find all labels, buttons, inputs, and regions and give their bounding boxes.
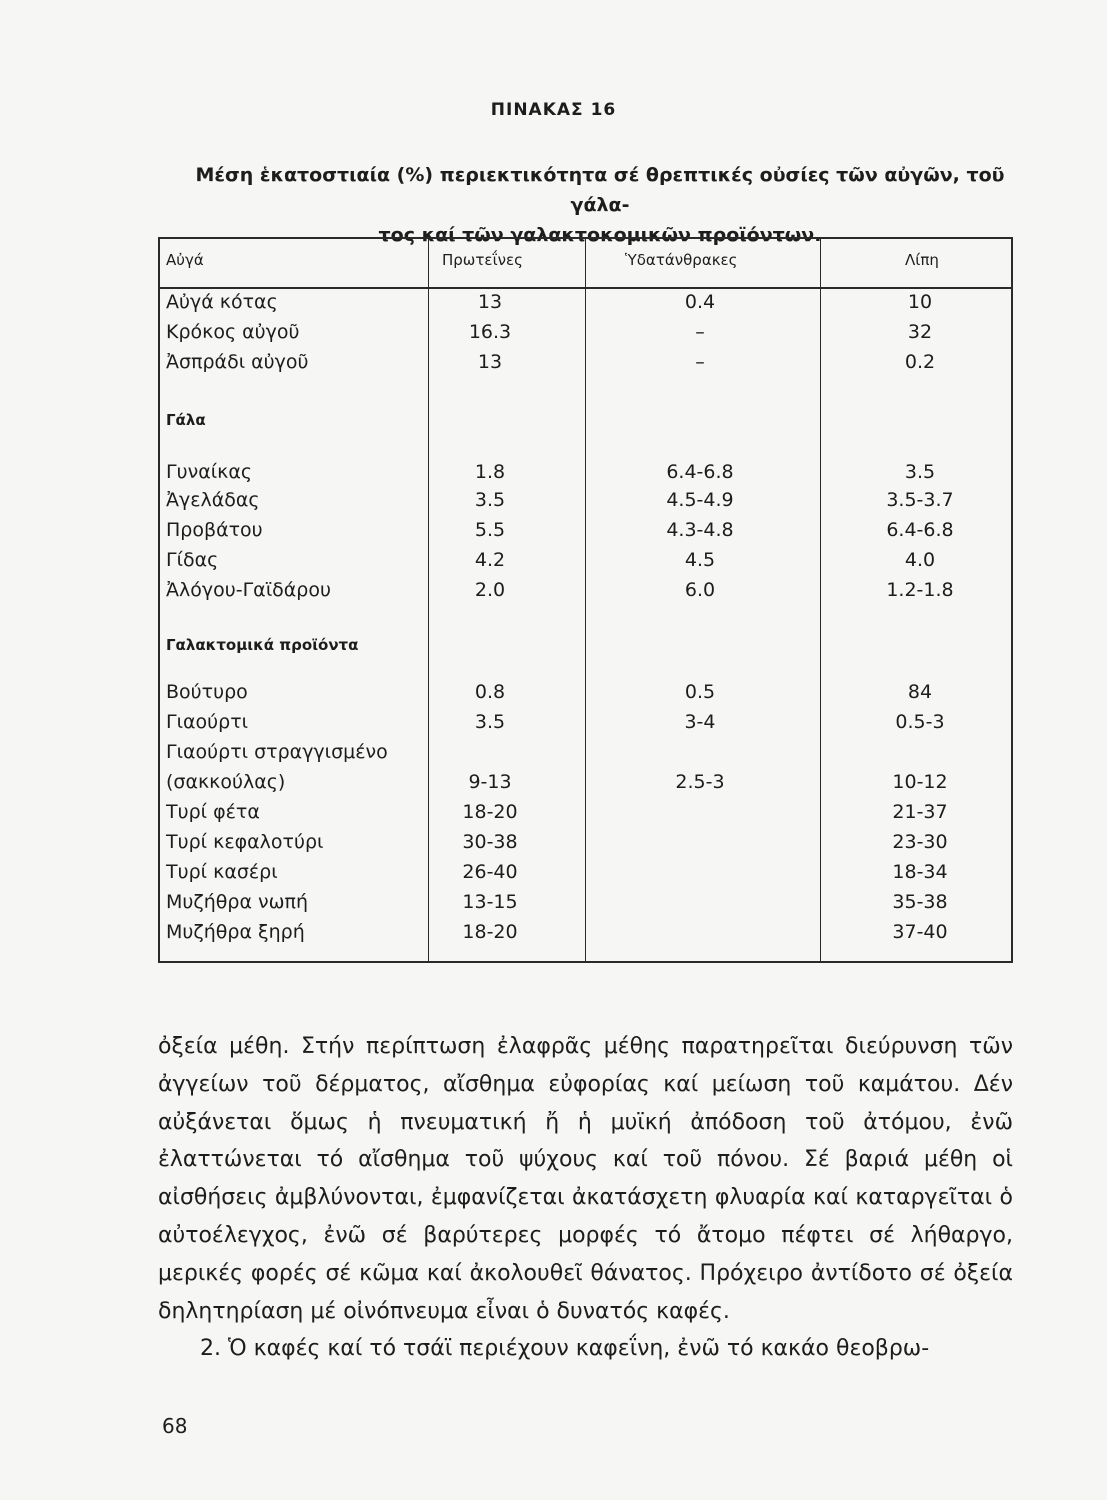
row-name: Τυρί κασέρι (166, 861, 278, 883)
body-text (158, 1028, 1013, 1368)
row-name: Μυζήθρα ξηρή (166, 921, 305, 943)
row-name: Τυρί φέτα (166, 801, 260, 823)
row-carbs: 0.4 (684, 291, 716, 313)
row-name: Προβάτου (166, 519, 263, 541)
row-protein: 3.5 (474, 711, 506, 733)
row-fat: 32 (907, 321, 933, 343)
row-protein: 18-20 (462, 801, 518, 823)
section-dairy: Γαλακτομικά προϊόντα (166, 636, 359, 654)
table-row (160, 549, 1011, 579)
row-fat: 84 (907, 681, 933, 703)
row-fat: 23-30 (892, 831, 948, 853)
row-protein: 0.8 (474, 681, 506, 703)
row-name: (σακκούλας) (166, 771, 286, 793)
row-name: Βούτυρο (166, 681, 248, 703)
caption-line-2: τος καί τῶν γαλακτοκομικῶν προϊόντων. (378, 224, 822, 246)
row-fat: 6.4-6.8 (886, 519, 954, 541)
row-carbs: – (695, 351, 705, 373)
row-carbs: 3-4 (684, 711, 716, 733)
table-row (160, 711, 1011, 741)
table-row (160, 861, 1011, 891)
table-row (160, 921, 1011, 951)
table-header (160, 239, 1011, 289)
row-fat: 21-37 (892, 801, 948, 823)
row-name: Γίδας (166, 549, 219, 571)
row-fat: 0.2 (904, 351, 936, 373)
row-protein: 5.5 (474, 519, 506, 541)
row-fat: 0.5-3 (895, 711, 945, 733)
table-row (160, 891, 1011, 921)
table-row (160, 579, 1011, 609)
row-fat: 10-12 (892, 771, 948, 793)
row-name: Κρόκος αὐγοῦ (166, 321, 300, 343)
row-carbs: 4.3-4.8 (666, 519, 734, 541)
section-milk: Γάλα (166, 411, 206, 429)
row-protein: 18-20 (462, 921, 518, 943)
row-name: Γυναίκας (166, 461, 253, 483)
row-protein: 13 (477, 291, 503, 313)
paragraph-2: 2. Ὁ καφές καί τό τσάϊ περιέχουν καφεΐνη, ἐνῶ τό κακάο θεοβρω- (200, 1336, 930, 1362)
table-row (160, 351, 1011, 381)
row-fat: 3.5-3.7 (886, 489, 954, 511)
row-name: Τυρί κεφαλοτύρι (166, 831, 324, 853)
row-carbs: 0.5 (684, 681, 716, 703)
table-row (160, 681, 1011, 711)
caption-line-1: Μέση ἑκατοστιαία (%) περιεκτικότητα σέ θρεπτικές οὐσίες τῶν αὐγῶν, τοῦ γάλα- (195, 164, 1005, 216)
row-name: Γιαούρτι στραγγισμένο (166, 741, 388, 763)
paragraph-1: ὀξεία μέθη. Στήν περίπτωση ἐλαφρᾶς μέθης παρατηρεῖται διεύρυνση τῶν ἀγγείων τοῦ δέρματος, αἴσθημα εὐφορίας καί μείωση τοῦ καμάτου. Δέν αὐξάνεται ὅμως ἡ πνευματική ἤ ἡ μυϊκή ἀπόδοση τοῦ ἀτόμου, ἐνῶ ἐλαττώνεται τό αἴσθημα τοῦ ψύχους καί τοῦ πόνου. Σέ βαριά μέθη οἱ αἰσθήσεις ἀμβλύνονται, ἐμφανίζεται ἀκατάσχετη φλυαρία καί καταργεῖται ὁ αὐτοέλεγχος, ἐνῶ σέ βαρύτερες μορφές τό ἄτομο πέφτει σέ λήθαργο, μερικές φορές σέ κῶμα καί ἀκολουθεῖ θάνατος. Πρόχειρο ἀντίδοτο σέ ὀξεία δηλητηρίαση μέ οἰνόπνευμα εἶναι ὁ δυνατός καφές. (158, 1034, 1013, 1324)
header-carbs: Ὑδατάνθρακες (625, 251, 738, 269)
row-carbs: 2.5-3 (675, 771, 725, 793)
row-protein: 16.3 (468, 321, 512, 343)
table-row (160, 801, 1011, 831)
header-fat: Λίπη (905, 251, 939, 269)
row-name: Ἀγελάδας (166, 489, 260, 511)
header-protein: Πρωτεΐνες (442, 251, 523, 269)
row-protein: 30-38 (462, 831, 518, 853)
row-name: Αὐγά κότας (166, 291, 278, 313)
row-carbs: – (695, 321, 705, 343)
row-carbs: 4.5-4.9 (666, 489, 734, 511)
row-fat: 35-38 (892, 891, 948, 913)
row-carbs: 6.0 (684, 579, 716, 601)
row-protein: 1.8 (474, 461, 506, 483)
table-row (160, 321, 1011, 351)
row-fat: 10 (907, 291, 933, 313)
row-name: Ἀλόγου-Γαϊδάρου (166, 579, 331, 601)
header-eggs: Αὐγά (166, 251, 204, 269)
row-protein: 26-40 (462, 861, 518, 883)
row-protein: 9-13 (468, 771, 512, 793)
row-fat: 3.5 (904, 461, 936, 483)
page-number: 68 (162, 1414, 188, 1438)
row-protein: 13 (477, 351, 503, 373)
row-carbs: 4.5 (684, 549, 716, 571)
nutrition-table (158, 237, 1013, 963)
row-name: Γιαούρτι (166, 711, 249, 733)
row-fat: 37-40 (892, 921, 948, 943)
table-row (160, 489, 1011, 519)
row-protein: 4.2 (474, 549, 506, 571)
table-number: ΠΙΝΑΚΑΣ 16 (490, 100, 617, 120)
row-fat: 4.0 (904, 549, 936, 571)
table-row (160, 831, 1011, 861)
row-protein: 3.5 (474, 489, 506, 511)
row-protein: 2.0 (474, 579, 506, 601)
row-name: Μυζήθρα νωπή (166, 891, 309, 913)
table-row (160, 741, 1011, 771)
table-row (160, 519, 1011, 549)
row-fat: 1.2-1.8 (886, 579, 954, 601)
row-protein: 13-15 (462, 891, 518, 913)
row-name: Ἀσπράδι αὐγοῦ (166, 351, 309, 373)
row-fat: 18-34 (892, 861, 948, 883)
row-carbs: 6.4-6.8 (666, 461, 734, 483)
table-row (160, 461, 1011, 491)
table-row (160, 291, 1011, 321)
table-row (160, 771, 1011, 801)
